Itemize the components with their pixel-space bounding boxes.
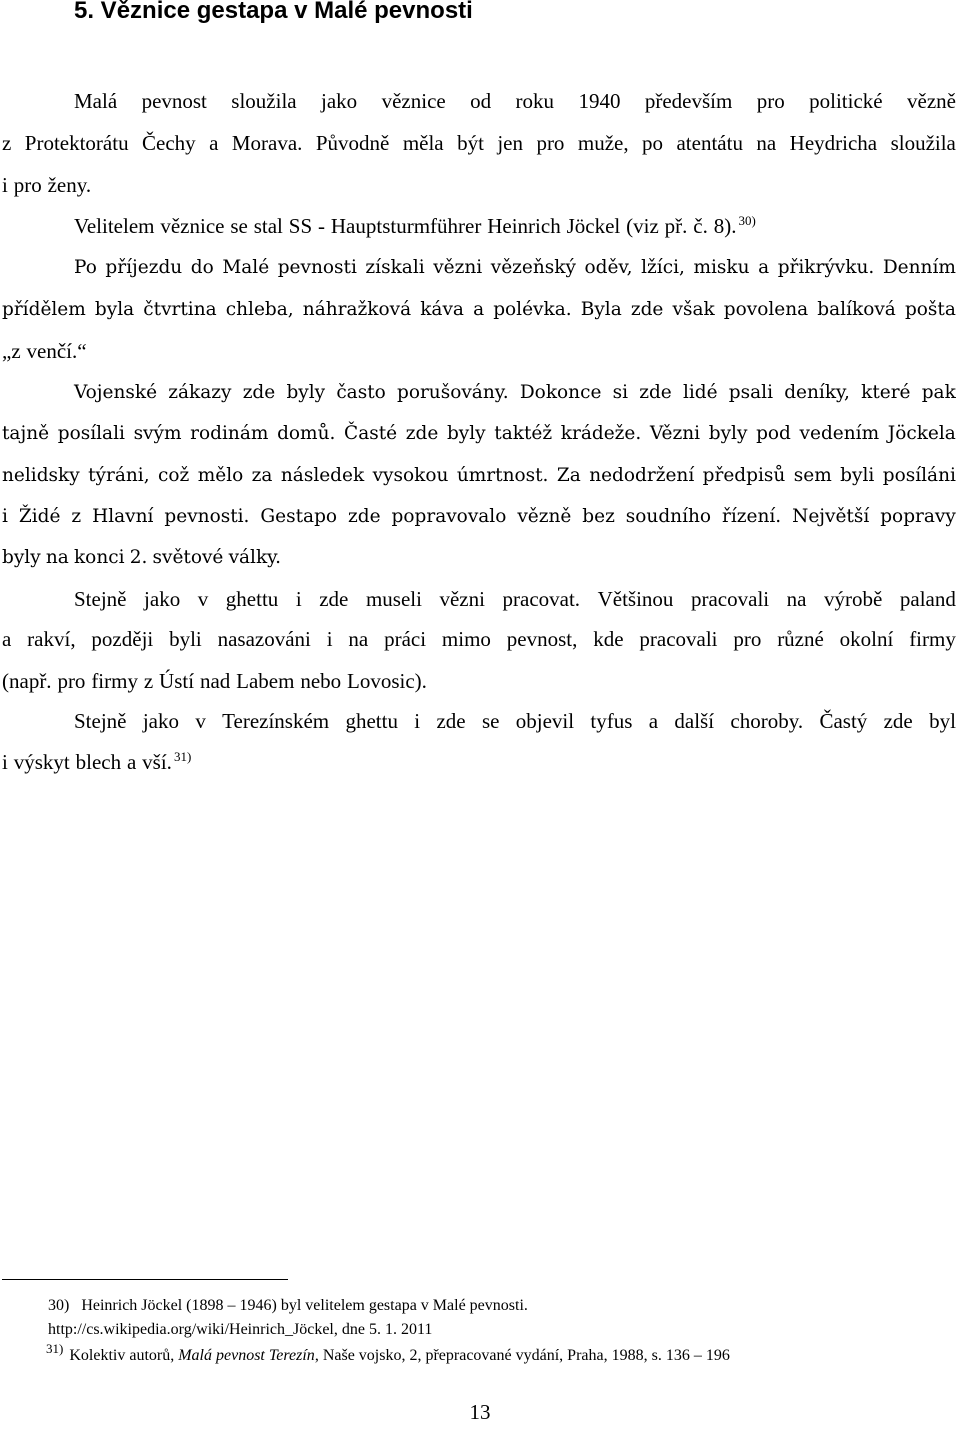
word: pevnosti. (164, 506, 250, 527)
word: přikrývku. (777, 257, 875, 278)
word: následek (280, 465, 365, 486)
word: zde (630, 299, 664, 320)
word: konci (73, 547, 125, 568)
footnote-30-number: 30) (48, 1297, 70, 1314)
word: se (481, 709, 500, 733)
footnote-reference: 30) (738, 213, 756, 228)
word: i (295, 587, 302, 611)
footnote-31-number: 31) (46, 1341, 64, 1356)
word: pod (756, 423, 791, 444)
word: Terezínském (222, 709, 330, 733)
word: tyfus (590, 709, 633, 733)
word: a (209, 131, 219, 155)
word: předpisů (702, 465, 786, 486)
word: pro (733, 627, 762, 651)
word: byly (446, 423, 486, 444)
body-line (2, 170, 956, 200)
word: museli (365, 587, 422, 611)
word: týráni, (88, 465, 150, 486)
word: firmy (909, 627, 956, 651)
word: pro (13, 173, 42, 197)
word: politické (809, 89, 883, 113)
footnote-separator (2, 1279, 288, 1280)
word: i (2, 506, 8, 527)
word: mělo (197, 465, 244, 486)
word: Vězni (649, 423, 701, 444)
word: z (71, 506, 82, 527)
word: domů. (277, 423, 336, 444)
word: po (642, 131, 664, 155)
word: venčí.“ (26, 339, 87, 363)
word: Častý (819, 709, 868, 733)
body-line (2, 295, 956, 325)
body-line (2, 747, 956, 777)
word: byl (929, 709, 956, 733)
word: výrobě (824, 587, 883, 611)
word: jako (142, 709, 179, 733)
word: být (457, 131, 484, 155)
word: byli (840, 465, 875, 486)
word: č. (693, 214, 708, 238)
body-line (74, 211, 956, 241)
word: Stejně (74, 587, 127, 611)
word: chleba, (225, 299, 294, 320)
word: paland (899, 587, 956, 611)
body-line (74, 378, 956, 408)
word: do (190, 257, 214, 278)
word: lidé (682, 382, 718, 403)
word: nedodržení (589, 465, 695, 486)
word: za (251, 465, 273, 486)
word: sem (793, 465, 832, 486)
word: př. (664, 214, 688, 238)
word: 1940 (578, 89, 621, 113)
word: jako (321, 89, 358, 113)
word: čtvrtina (143, 299, 217, 320)
word: zákazy (168, 382, 232, 403)
word: mimo (441, 627, 491, 651)
word: věznice (381, 89, 446, 113)
word: muže, (577, 131, 629, 155)
word: vší. $^{31)}$ (142, 749, 192, 774)
word: zde (348, 506, 381, 527)
word: Ústí (159, 669, 195, 693)
word: práci (384, 627, 427, 651)
word: tajně (2, 423, 50, 444)
word: náhražková (302, 299, 412, 320)
word: Velitelem (74, 214, 155, 238)
word: v (197, 587, 209, 611)
word: měla (402, 131, 444, 155)
word: Byla (580, 299, 622, 320)
word: zde (242, 382, 276, 403)
word: pevnost, (506, 627, 578, 651)
word: SS (288, 214, 313, 238)
word: Heinrich (487, 214, 561, 238)
footnote-30-url: http://cs.wikipedia.org/wiki/Heinrich_Jöckel, dne 5. 1. 2011 (48, 1321, 433, 1338)
word: pracovat. (502, 587, 581, 611)
word: pevnosti (277, 257, 357, 278)
word: (např. (2, 669, 52, 693)
word: další (674, 709, 715, 733)
word: byly (2, 547, 41, 568)
body-line (74, 706, 956, 736)
word: vězně (907, 89, 956, 113)
word: pošta (904, 299, 956, 320)
word: i (2, 750, 8, 774)
word: sloužila (231, 89, 297, 113)
footnote-31-prefix: Kolektiv autorů, (69, 1347, 179, 1364)
body-line (74, 584, 956, 614)
word: „z (2, 339, 21, 363)
word: psali (728, 382, 773, 403)
word: však (672, 299, 715, 320)
word: kde (593, 627, 624, 651)
word: se (230, 214, 248, 238)
word: i (2, 173, 8, 197)
body-line (2, 128, 956, 158)
word: byly (708, 423, 748, 444)
word: pracovali (639, 627, 718, 651)
word: pro (536, 131, 565, 155)
word: Lovosic). (347, 669, 427, 693)
word: Protektorátu (24, 131, 129, 155)
word: vězně (517, 506, 572, 527)
word: sloužila (890, 131, 956, 155)
word: Malé (222, 257, 270, 278)
word: Největší (792, 506, 870, 527)
word: rakví, (27, 627, 76, 651)
word: byla (94, 299, 135, 320)
word: i (414, 709, 421, 733)
word: které (861, 382, 911, 403)
word: taktéž (494, 423, 553, 444)
word: nad (199, 669, 231, 693)
word: Časté (344, 423, 398, 444)
word: ghettu (225, 587, 279, 611)
body-line (2, 543, 956, 573)
word: soudního (625, 506, 712, 527)
word: získali (365, 257, 425, 278)
footnote-31-rest: , Naše vojsko, 2, přepracované vydání, Praha, 1988, s. 136 – 196 (314, 1347, 730, 1364)
word: objevil (515, 709, 575, 733)
word: Morava. (231, 131, 303, 155)
body-line (74, 86, 956, 116)
word: pro (57, 669, 86, 693)
footnote-reference: 31) (173, 749, 192, 764)
word: a (473, 299, 485, 320)
word: bez (582, 506, 615, 527)
word: firmy (91, 669, 138, 693)
body-line (74, 253, 956, 283)
word: od (470, 89, 492, 113)
word: posílali (57, 423, 125, 444)
word: deníky, (784, 382, 850, 403)
footnote-31-title: Malá pevnost Terezín (178, 1347, 315, 1364)
word: jen (497, 131, 523, 155)
word: řízení. (722, 506, 782, 527)
word: často (336, 382, 386, 403)
word: misku (693, 257, 750, 278)
word: Židé (18, 506, 61, 527)
word: posíláni (882, 465, 956, 486)
page-number: 13 (469, 1400, 491, 1424)
word: pracovali (690, 587, 770, 611)
body-line (2, 666, 956, 696)
word: války. (228, 547, 282, 568)
word: z (143, 669, 154, 693)
word: na (348, 627, 369, 651)
word: povolena (723, 299, 809, 320)
word: oděv, (584, 257, 633, 278)
word: především (644, 89, 733, 113)
word: různé (777, 627, 824, 651)
word: ghettu (345, 709, 398, 733)
word: přídělem (2, 299, 86, 320)
word: zde (405, 423, 439, 444)
word: Jöckela (887, 423, 956, 444)
word: na (756, 131, 777, 155)
word: zde (436, 709, 466, 733)
word: okolní (839, 627, 894, 651)
footnote-30-text: Heinrich Jöckel (1898 – 1946) byl velitelem gestapa v Malé pevnosti. (81, 1297, 528, 1314)
word: Jöckel (566, 214, 621, 238)
word: lžíci, (641, 257, 685, 278)
word: i (326, 627, 333, 651)
word: si (612, 382, 629, 403)
body-line (2, 419, 956, 449)
word: popravy (880, 506, 956, 527)
word: Vojenské (74, 382, 158, 403)
word: krádeže. (560, 423, 642, 444)
word: svým (133, 423, 182, 444)
word: roku (515, 89, 555, 113)
word: 8). $^{30)}$ (713, 213, 756, 238)
word: vysokou (372, 465, 449, 486)
word: káva (420, 299, 464, 320)
word: nasazováni (217, 627, 311, 651)
word: zde (639, 382, 672, 403)
word: a (648, 709, 659, 733)
word: na (786, 587, 807, 611)
word: nebo (300, 669, 342, 693)
word: vězni (433, 257, 483, 278)
body-line (2, 336, 956, 366)
word: Čechy (142, 131, 196, 155)
word: Hauptsturmführer (330, 214, 482, 238)
word: Malá (74, 89, 118, 113)
word: Stejně (74, 709, 127, 733)
word: na (45, 547, 69, 568)
word: Denním (882, 257, 956, 278)
word: zde (319, 587, 349, 611)
word: Po (74, 257, 97, 278)
word: světové (152, 547, 224, 568)
word: Heydricha (789, 131, 878, 155)
word: z (2, 131, 12, 155)
word: pevnost (141, 89, 207, 113)
word: byli (169, 627, 202, 651)
word: Za (556, 465, 581, 486)
body-line (2, 624, 956, 654)
word: a (758, 257, 770, 278)
word: stal (253, 214, 283, 238)
word: vězeňský (490, 257, 576, 278)
word: Většinou (597, 587, 674, 611)
word: Hlavní (92, 506, 154, 527)
word: v (195, 709, 206, 733)
word: později (91, 627, 154, 651)
body-line (2, 461, 956, 491)
word: vedením (799, 423, 880, 444)
word: porušovány. (396, 382, 509, 403)
word: nelidsky (2, 465, 80, 486)
word: choroby. (730, 709, 804, 733)
word: vězni (439, 587, 485, 611)
body-line (2, 502, 956, 532)
word: Dokonce (519, 382, 602, 403)
word: Gestapo (260, 506, 338, 527)
word: úmrtnost. (456, 465, 549, 486)
word: rodinám (190, 423, 269, 444)
word: výskyt (13, 750, 70, 774)
word: balíková (817, 299, 896, 320)
word: pro (756, 89, 785, 113)
chapter-heading: 5. Věznice gestapa v Malé pevnosti (74, 0, 473, 24)
word: a (2, 627, 12, 651)
word: Původně (315, 131, 390, 155)
word: což (158, 465, 190, 486)
word: popravovalo (391, 506, 507, 527)
word: zde (883, 709, 913, 733)
word: blech (75, 750, 122, 774)
word: věznice (160, 214, 225, 238)
word: pak (921, 382, 956, 403)
footnote-30 (48, 1296, 528, 1316)
word: a (126, 750, 137, 774)
word: příjezdu (105, 257, 183, 278)
word: atentátu (676, 131, 743, 155)
word: byly (286, 382, 326, 403)
footnote-31 (46, 1341, 730, 1366)
word: (viz (626, 214, 659, 238)
word: polévka. (493, 299, 572, 320)
word: - (318, 214, 326, 238)
word: Labem (236, 669, 295, 693)
word: jako (144, 587, 181, 611)
word: 2. (129, 547, 148, 568)
word: ženy. (47, 173, 92, 197)
